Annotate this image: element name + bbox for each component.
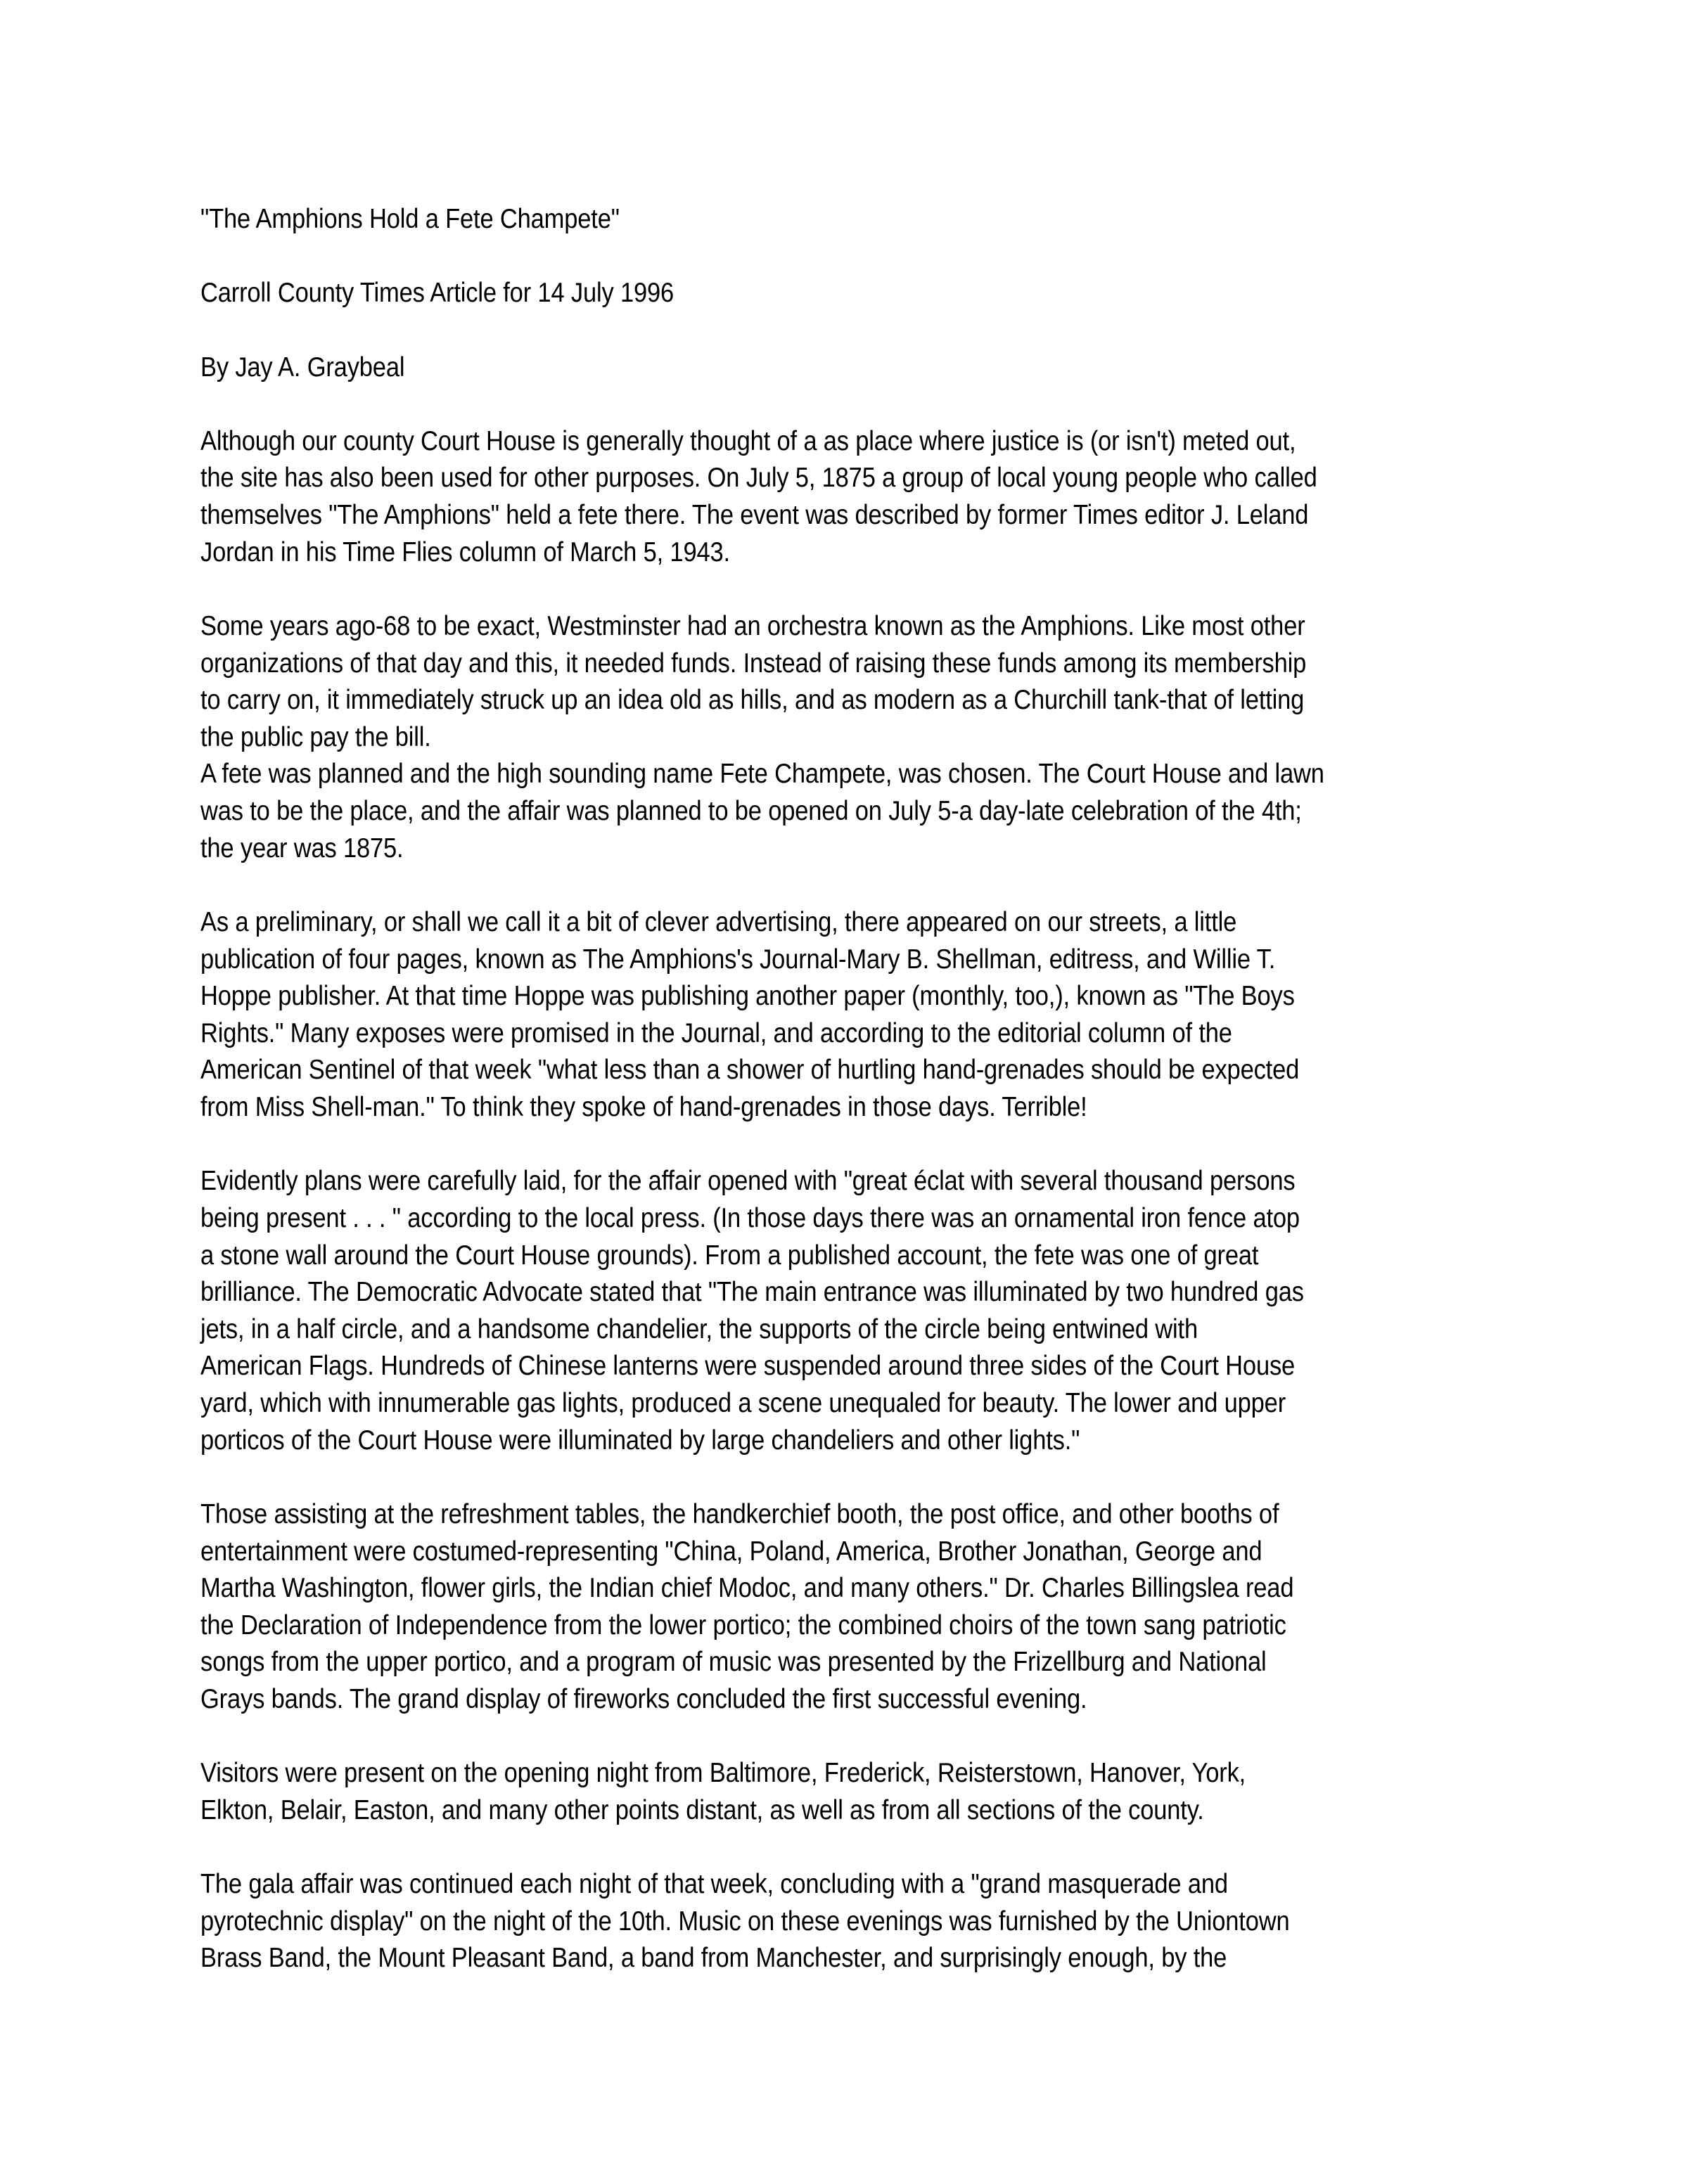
paragraph-line: Although our county Court House is generally thought of a as place where justice is (or isn't) meted out, — [200, 425, 1296, 456]
article-byline-block — [200, 349, 1508, 387]
paragraph-line: A fete was planned and the high sounding name Fete Champete, was chosen. The Court House and lawn — [200, 759, 1324, 790]
paragraph-line: Jordan in his Time Flies column of March 5, 1943. — [200, 537, 730, 567]
paragraph-line: themselves "The Amphions" held a fete there. The event was described by former Times editor J. Leland — [200, 500, 1309, 530]
article-title-block — [200, 201, 1508, 238]
paragraph-line: Martha Washington, flower girls, the Indian chief Modoc, and many others." Dr. Charles Billingslea read — [200, 1573, 1294, 1604]
article-title: "The Amphions Hold a Fete Champete" — [200, 204, 620, 234]
paragraph-line: the year was 1875. — [200, 833, 404, 863]
paragraph-line: Hoppe publisher. At that time Hoppe was publishing another paper (monthly, too,), known as "The Boys — [200, 981, 1295, 1012]
article-subtitle: Carroll County Times Article for 14 July 1996 — [200, 278, 674, 309]
paragraph-opening — [200, 1163, 1508, 1459]
paragraph-line: entertainment were costumed-representing "China, Poland, America, Brother Jonathan, George and — [200, 1536, 1262, 1567]
article-byline: By Jay A. Graybeal — [200, 352, 405, 383]
paragraph-costumes — [200, 1496, 1508, 1719]
paragraph-line: The gala affair was continued each night of that week, concluding with a "grand masquerade and — [200, 1869, 1228, 1900]
paragraph-line: Some years ago-68 to be exact, Westminster had an orchestra known as the Amphions. Like most other — [200, 610, 1305, 641]
paragraph-line: jets, in a half circle, and a handsome chandelier, the supports of the circle being entwined with — [200, 1313, 1198, 1344]
paragraph-visitors — [200, 1755, 1508, 1829]
paragraph-line: pyrotechnic display" on the night of the 10th. Music on these evenings was furnished by the Uniontown — [200, 1906, 1290, 1936]
paragraph-line: the Declaration of Independence from the lower portico; the combined choirs of the town sang patriotic — [200, 1610, 1286, 1640]
paragraph-line: brilliance. The Democratic Advocate stated that "The main entrance was illuminated by two hundred gas — [200, 1277, 1304, 1308]
paragraph-line: porticos of the Court House were illuminated by large chandeliers and other lights." — [200, 1425, 1080, 1456]
paragraph-line: was to be the place, and the affair was planned to be opened on July 5-a day-late celebration of the 4th; — [200, 796, 1302, 826]
paragraph-line: the public pay the bill. — [200, 721, 431, 752]
paragraph-line: Elkton, Belair, Easton, and many other points distant, as well as from all sections of the county. — [200, 1794, 1204, 1825]
paragraph-intro — [200, 423, 1508, 572]
paragraph-gala — [200, 1866, 1508, 1977]
paragraph-line: Those assisting at the refreshment tables, the handkerchief booth, the post office, and other booths of — [200, 1498, 1279, 1529]
paragraph-line: yard, which with innumerable gas lights, produced a scene unequaled for beauty. The lower and upper — [200, 1388, 1286, 1418]
paragraph-line: Evidently plans were carefully laid, for the affair opened with "great éclat with several thousand persons — [200, 1166, 1296, 1197]
paragraph-line: organizations of that day and this, it needed funds. Instead of raising these funds among its membership — [200, 648, 1307, 679]
paragraph-line: a stone wall around the Court House grounds). From a published account, the fete was one of great — [200, 1240, 1259, 1271]
paragraph-line: American Sentinel of that week "what less than a shower of hurtling hand-grenades should be expected — [200, 1055, 1300, 1086]
paragraph-line: American Flags. Hundreds of Chinese lanterns were suspended around three sides of the Court House — [200, 1351, 1296, 1382]
paragraph-line: Visitors were present on the opening night from Baltimore, Frederick, Reisterstown, Hanover, York, — [200, 1758, 1246, 1789]
paragraph-line: from Miss Shell-man." To think they spoke of hand-grenades in those days. Terrible! — [200, 1092, 1087, 1122]
paragraph-orchestra — [200, 608, 1508, 867]
paragraph-line: being present . . . " according to the local press. (In those days there was an ornamental iron fence atop — [200, 1202, 1300, 1233]
text-column — [200, 201, 1508, 1977]
paragraph-line: the site has also been used for other purposes. On July 5, 1875 a group of local young people who called — [200, 463, 1317, 494]
paragraph-line: Brass Band, the Mount Pleasant Band, a band from Manchester, and surprisingly enough, by the — [200, 1943, 1227, 1974]
paragraph-line: As a preliminary, or shall we call it a bit of clever advertising, there appeared on our streets, a little — [200, 906, 1237, 937]
article-subtitle-block — [200, 275, 1508, 312]
paragraph-line: Grays bands. The grand display of fireworks concluded the first successful evening. — [200, 1684, 1087, 1714]
paragraph-journal — [200, 904, 1508, 1126]
paragraph-line: songs from the upper portico, and a program of music was presented by the Frizellburg and National — [200, 1647, 1267, 1678]
paragraph-line: publication of four pages, known as The Amphions's Journal-Mary B. Shellman, editress, and Willie T. — [200, 944, 1276, 975]
paragraph-line: Rights." Many exposes were promised in the Journal, and according to the editorial column of the — [200, 1017, 1232, 1048]
paragraph-line: to carry on, it immediately struck up an idea old as hills, and as modern as a Churchill tank-that of letting — [200, 685, 1305, 716]
